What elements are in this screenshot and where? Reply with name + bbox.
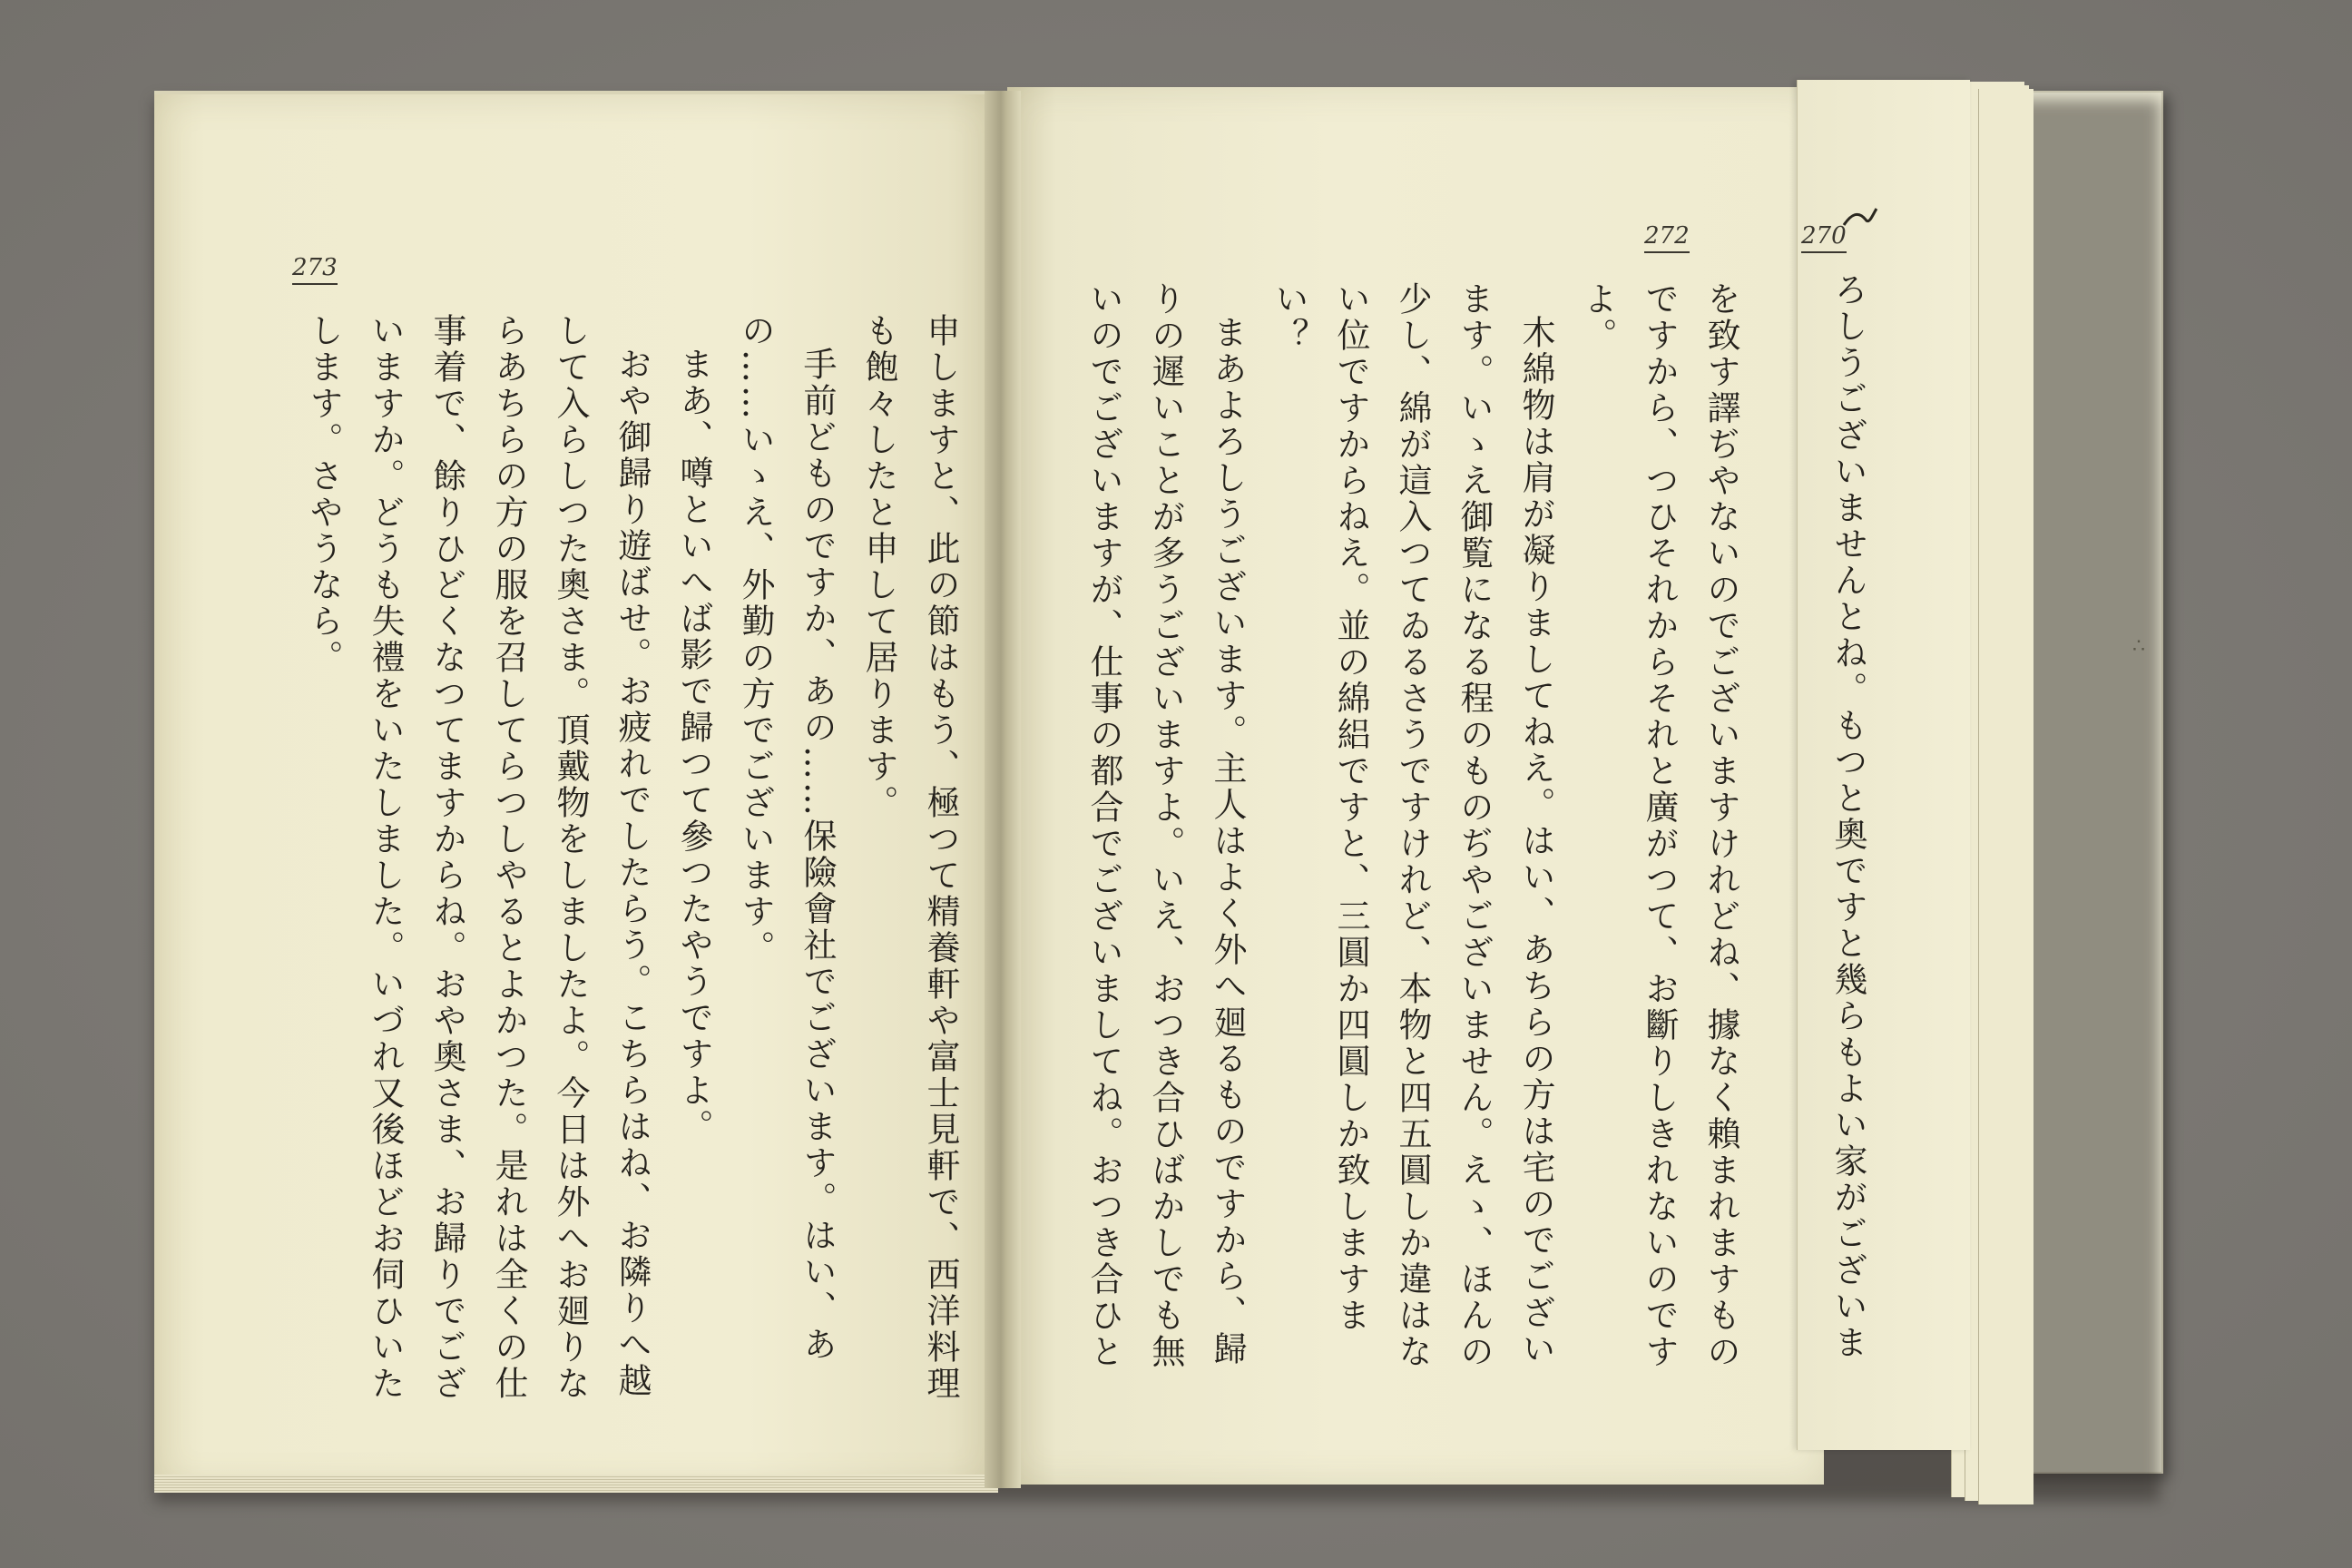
text-line: いのでございますが、仕事の都合でございましてね。おつき合ひと: [1084, 281, 1123, 1370]
text-line: の……いゝえ、外勤の方でございます。: [736, 313, 775, 966]
text-line: 事着で、餘りひどくなつてますからね。おや奧さま、お歸りでござ: [427, 313, 466, 1402]
book-gutter: [985, 91, 1021, 1488]
text-line: い？: [1269, 281, 1308, 354]
right-page-text: [1062, 281, 1751, 1370]
text-line: よ。: [1578, 281, 1617, 354]
left-page-text: [272, 313, 971, 1402]
page-number-left: 273: [292, 254, 338, 285]
text-line: ですから、つひそれからそれと廣がつて、お斷りしきれないのです: [1640, 281, 1679, 1370]
left-page-edges: [154, 1475, 998, 1493]
text-line: を致す譯ぢやないのでございますけれどね、據なく賴まれますもの: [1701, 281, 1740, 1370]
text-line: 少し、綿が這入つてゐるさうですけれど、本物と四五圓しか違はな: [1393, 281, 1432, 1370]
text-line: 手前どものですか、あの……保險會社でございます。はい、あ: [798, 347, 837, 1363]
text-line: も飽々したと申して居ります。: [859, 313, 898, 821]
page-stack: [1978, 89, 2034, 1504]
text-line: い位ですからねえ。並の綿絽ですと、三圓か四圓しか致しますま: [1331, 281, 1370, 1334]
text-line: します。さやうなら。: [304, 313, 343, 676]
text-line: 木綿物は肩が凝りましてねえ。はい、あちらの方は宅のでござい: [1516, 315, 1555, 1367]
text-line: まあ、噂といへば影で歸つて參つたやうですよ。: [674, 347, 713, 1145]
page-number-flap: 270: [1801, 222, 1847, 253]
text-line: ます。いゝえ御覧になる程のものぢやございません。えゝ、ほんの: [1455, 281, 1494, 1370]
page-number-right: 272: [1644, 222, 1690, 253]
text-line: おや御歸り遊ばせ。お疲れでしたらう。こちらはね、お隣りへ越: [612, 347, 652, 1399]
text-line: ろしうございませんとね。もつと奧ですと幾らもよい家がございま: [1828, 272, 1867, 1361]
pencil-mark-icon: [1842, 207, 1878, 230]
text-line: 申しますと、此の節はもう、極つて精養軒や富士見軒で、西洋料理: [921, 313, 960, 1402]
text-line: まあよろしうございます。主人はよく外へ廻るものですから、歸: [1208, 315, 1247, 1367]
text-line: して入らしつた奧さま。頂戴物をしましたよ。今日は外へお廻りな: [551, 313, 590, 1402]
board-mark: ∴: [2132, 635, 2145, 658]
text-line: いますか。どうも失禮をいたしました。いづれ又後ほどお伺ひいた: [366, 313, 405, 1402]
text-line: りの遲いことが多うございますよ。いえ、おつき合ひばかしでも無: [1146, 281, 1185, 1370]
text-line: らあちらの方の服を召してらつしやるとよかつた。是れは全くの仕: [489, 313, 528, 1402]
flap-page-text: [1806, 272, 1878, 1361]
